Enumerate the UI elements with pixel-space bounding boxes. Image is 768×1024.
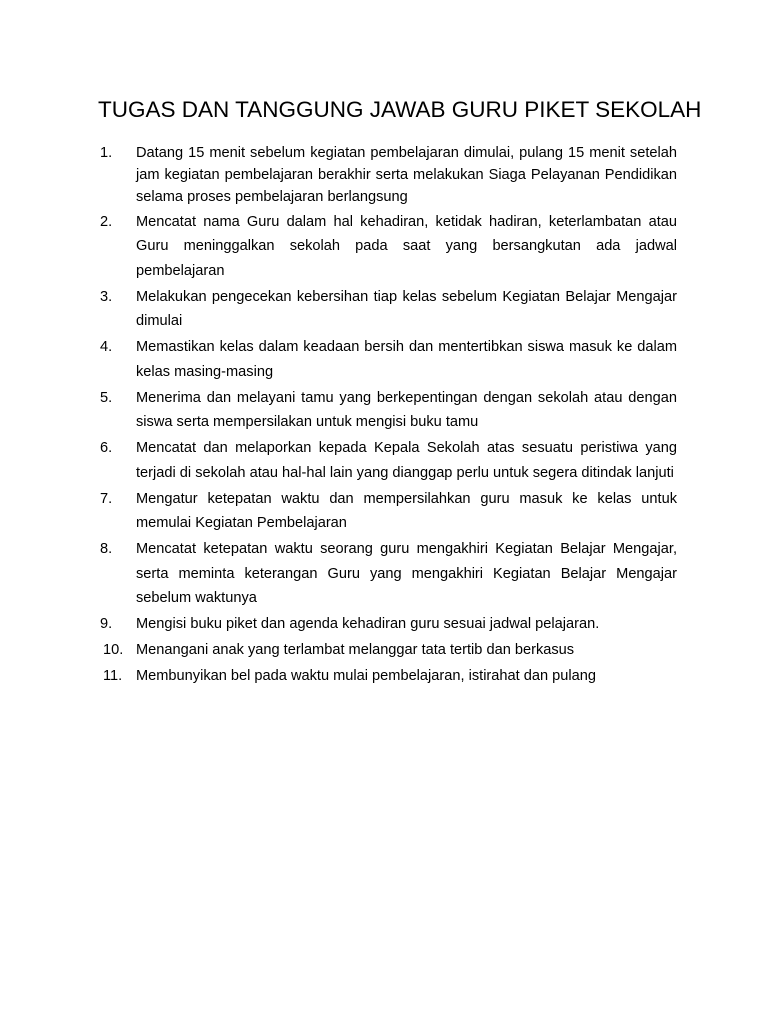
list-item-number: 2. bbox=[100, 213, 113, 230]
list-item-number: 5. bbox=[100, 389, 113, 406]
list-item-number: 1. bbox=[100, 145, 113, 161]
list-item bbox=[100, 335, 677, 384]
list-item-number: 11. bbox=[103, 668, 123, 684]
list-item-text: Mencatat ketepatan waktu seorang guru mengakhiri Kegiatan Belajar Mengajar, serta meminta keterangan Guru yang mengakhiri Kegiatan Belajar Mengajar sebelum waktunya bbox=[136, 541, 677, 606]
list-item bbox=[103, 638, 677, 663]
list-item-number: 8. bbox=[100, 541, 113, 557]
document-title: TUGAS DAN TANGGUNG JAWAB GURU PIKET SEKOLAH bbox=[98, 97, 702, 122]
list-item-text: Mencatat nama Guru dalam hal kehadiran, ketidak hadiran, keterlambatan atau Guru meninggalkan sekolah pada saat yang bersangkutan ada jadwal pembelajaran bbox=[136, 213, 677, 279]
list-item-text: Mengatur ketepatan waktu dan mempersilahkan guru masuk ke kelas untuk memulai Kegiatan Pembelajaran bbox=[136, 490, 677, 531]
list-item bbox=[100, 436, 677, 485]
list-item-number: 6. bbox=[100, 440, 113, 456]
list-item bbox=[100, 537, 677, 611]
list-item-text: Menangani anak yang terlambat melanggar tata tertib dan berkasus bbox=[136, 642, 575, 658]
list-item-text: Datang 15 menit sebelum kegiatan pembelajaran dimulai, pulang 15 menit setelah jam kegiatan pembelajaran berakhir serta melakukan Siaga Pelayanan Pendidikan selama proses pembelajaran berlangsung bbox=[136, 145, 677, 205]
list-item bbox=[100, 612, 677, 637]
list-item-text: Membunyikan bel pada waktu mulai pembelajaran, istirahat dan pulang bbox=[136, 668, 596, 684]
list-item-number: 10. bbox=[103, 642, 124, 658]
task-list bbox=[100, 142, 677, 690]
list-item-text: Mengisi buku piket dan agenda kehadiran guru sesuai jadwal pelajaran. bbox=[136, 616, 600, 632]
list-item-number: 9. bbox=[100, 616, 113, 632]
list-item bbox=[100, 285, 677, 334]
list-item bbox=[100, 210, 677, 284]
list-item bbox=[100, 142, 677, 208]
list-item-number: 7. bbox=[100, 490, 113, 507]
list-item-text: Melakukan pengecekan kebersihan tiap kelas sebelum Kegiatan Belajar Mengajar dimulai bbox=[136, 288, 677, 329]
list-item bbox=[100, 487, 677, 536]
list-item-number: 3. bbox=[100, 288, 113, 305]
list-item-number: 4. bbox=[100, 339, 113, 355]
list-item-text: Menerima dan melayani tamu yang berkepentingan dengan sekolah atau dengan siswa serta mempersilakan untuk mengisi buku tamu bbox=[136, 389, 677, 430]
list-item bbox=[100, 386, 677, 435]
list-item bbox=[103, 664, 677, 689]
list-item-text: Memastikan kelas dalam keadaan bersih dan mentertibkan siswa masuk ke dalam kelas masing-masing bbox=[136, 339, 677, 380]
list-item-text: Mencatat dan melaporkan kepada Kepala Sekolah atas sesuatu peristiwa yang terjadi di sekolah atau hal-hal lain yang dianggap perlu untuk segera ditindak lanjuti bbox=[136, 440, 677, 481]
